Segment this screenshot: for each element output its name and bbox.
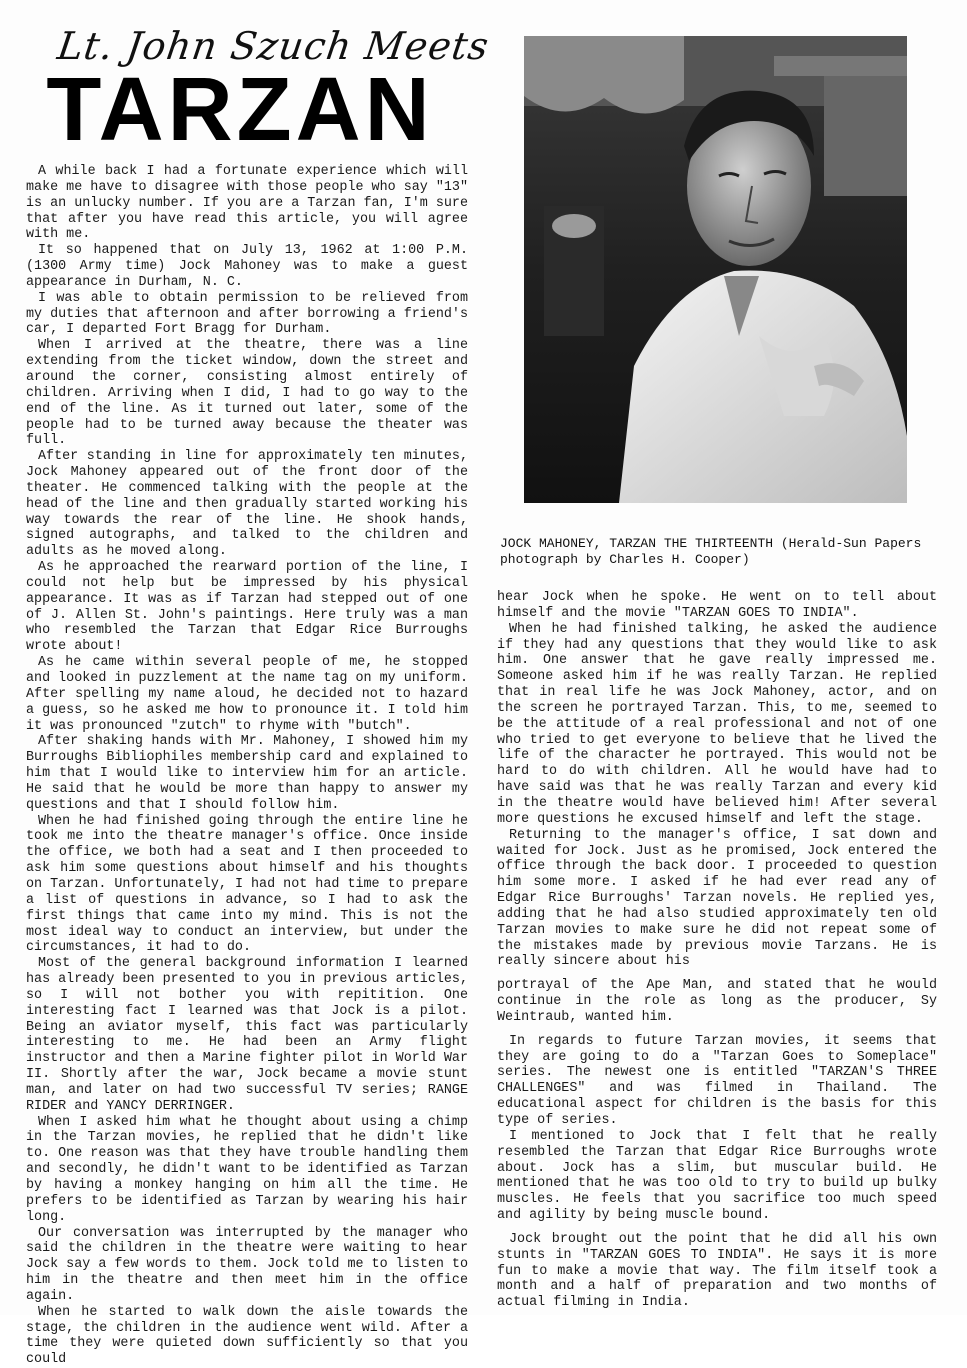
- paragraph: hear Jock when he spoke. He went on to tell about himself and the movie "TARZAN GOES TO INDIA".: [497, 590, 937, 621]
- paragraph: A while back I had a fortunate experience which will make me have to disagree with those people who say "13" is an unlucky number. If you are a Tarzan fan, I'm sure that after you have read this article, you will agree with me.: [26, 164, 468, 243]
- article-column-right: [497, 590, 937, 1311]
- paragraph: When I arrived at the theatre, there was a line extending from the ticket window, down the street and around the corner, consisting almost entirely of children. Arriving when I did, I had to go way to the end of the line. As it turned out later, some of the people had to be turned away because the theater was full.: [26, 338, 468, 449]
- paragraph: After shaking hands with Mr. Mahoney, I showed him my Burroughs Bibliophiles membership card and explained to him that I would like to interview him for an article. He said that he would be more than happy to answer my questions and that I should follow him.: [26, 734, 468, 813]
- paragraph: When he started to walk down the aisle towards the stage, the children in the audience went wild. After a time they were quieted down sufficiently so that you could: [26, 1304, 468, 1368]
- paragraph: When he had finished going through the entire line he took me into the theatre manager's office. Once inside the office, we both had a seat and I then proceeded to ask him some questions about himself and his thoughts on Tarzan. Unfortunately, I had not had time to prepare a list of questions in advance, so I had to ask the first things that came into my mind. This is not the most ideal way to conduct an interview, but under the circumstances, it had to do.: [26, 813, 468, 956]
- article-subtitle: Lt. John Szuch Meets: [54, 24, 492, 68]
- paragraph: It so happened that on July 13, 1962 at 1:00 P.M. (1300 Army time) Jock Mahoney was to make a guest appearance in Durham, N. C.: [26, 243, 468, 290]
- paragraph: In regards to future Tarzan movies, it seems that they are going to do a "Tarzan Goes to Someplace" series. The newest one is entitled "TARZAN'S THREE CHALLENGES" and was filmed in Thailand. The educational aspect for children is the basis for this type of series.: [497, 1033, 937, 1128]
- paragraph: As he approached the rearward portion of the line, I could not help but be impressed by his physical appearance. It was as if Tarzan had stepped out of one of J. Allen St. John's paintings. Here truly was a man who resembled the Tarzan that Edgar Rice Burroughs wrote about!: [26, 560, 468, 655]
- article-column-left: [26, 164, 468, 1368]
- article-title: TARZAN: [46, 60, 434, 160]
- photo-illustration: [524, 36, 907, 503]
- paragraph: Jock brought out the point that he did all his own stunts in "TARZAN GOES TO INDIA". He says it is more fun to make a movie that way. The film itself took a month and a half of preparation and two months of actual filming in India.: [497, 1231, 937, 1311]
- photo-caption: JOCK MAHONEY, TARZAN THE THIRTEENTH (Herald-Sun Papers photograph by Charles H. Cooper): [500, 536, 922, 567]
- tarzan-photo: [524, 36, 907, 503]
- paragraph: portrayal of the Ape Man, and stated that he would continue in the role as long as the producer, Sy Weintraub, wanted him.: [497, 978, 937, 1025]
- paragraph: When I asked him what he thought about using a chimp in the Tarzan movies, he replied that he didn't like to. One reason was that they have trouble handling them and secondly, he didn't want to be identified as Tarzan by having a monkey hanging on him all the time. He prefers to be identified as Tarzan by wearing his hair long.: [26, 1114, 468, 1225]
- paragraph: Our conversation was interrupted by the manager who said the children in the theatre were waiting to hear Jock say a few words to them. Jock told me to listen to him in the theatre and then meet him in the office again.: [26, 1225, 468, 1304]
- paragraph: Most of the general background information I learned has already been presented to you in previous articles, so I will not bother you with repitition. One interesting fact I learned was that Jock is a pilot. Being an aviator myself, this fact was particularly interesting to me. He had been an Army flight instructor and then a Marine fighter pilot in World War II. Shortly after the war, Jock became a movie stunt man, and later on had two successful TV series; RANGE RIDER and YANCY DERRINGER.: [26, 956, 468, 1114]
- paragraph: After standing in line for approximately ten minutes, Jock Mahoney appeared out of the front door of the theater. He commenced talking with the people at the head of the line and then gradually started working his way towards the rear of the line. He shook hands, signed autographs, and talked to the children and adults as he moved along.: [26, 449, 468, 560]
- paragraph: I was able to obtain permission to be relieved from my duties that afternoon and after borrowing a friend's car, I departed Fort Bragg for Durham.: [26, 290, 468, 338]
- paragraph: I mentioned to Jock that I felt that he really resembled the Tarzan that Edgar Rice Burroughs wrote about. Jock has a slim, but muscular build. He mentioned that he was too old to try to build up bulky muscles. He feels that you sacrifice too much speed and agility by being muscle bound.: [497, 1128, 937, 1224]
- paragraph: When he had finished talking, he asked the audience if they had any questions that they would like to ask him. One answer that he gave really impressed me. Someone asked him if he was really Tarzan. He replied that in real life he was Jock Mahoney, actor, and on the screen he portrayed Tarzan. This, to me, seemed to be the attitude of a real professional and not of one who tried to get everyone to believe that he lived the life of the character he portrayed. This would not be hard to do with children. All he would have had to have said was that he was really Tarzan and every kid in the theatre would have believed him! After several more questions he excused himself and left the stage.: [497, 621, 937, 827]
- paragraph: Returning to the manager's office, I sat down and waited for Jock. Just as he promised, Jock entered the office through the back door. I proceeded to question him some more. I asked if he had ever read any of Edgar Rice Burroughs' Tarzan novels. He replied yes, adding that he had also studied approximately ten old Tarzan movies to make sure he did not repeat some of the mistakes made by previous movie Tarzans. He is really sincere about his: [497, 827, 937, 970]
- paragraph: As he came within several people of me, he stopped and looked in puzzlement at the name tag on my uniform. After spelling my name aloud, he decided not to hazard a guess, so he asked me how to pronounce it. I told him it was pronounced "zutch" to rhyme with "butch".: [26, 655, 468, 734]
